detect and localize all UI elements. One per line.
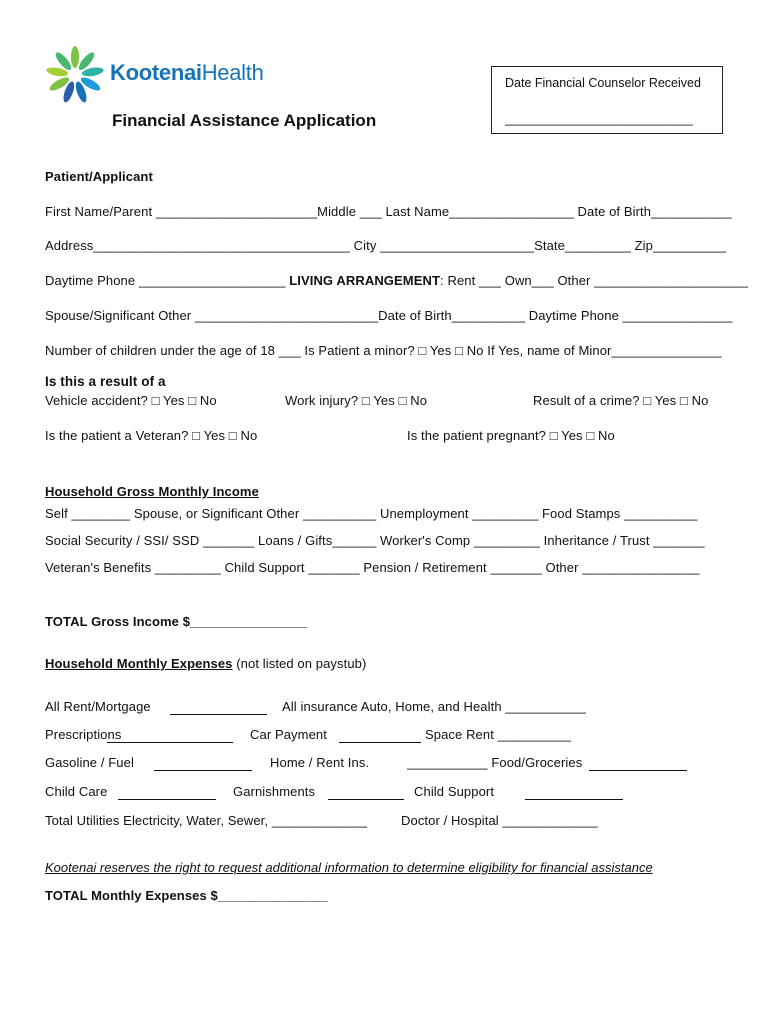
page-title: Financial Assistance Application [112,111,377,130]
income-line-1[interactable]: Self ________ Spouse, or Significant Other __________ Unemployment _________ Food Stamps __________ [45,506,698,521]
brand-name-bold: Kootenai [110,60,202,85]
kootenai-health-logo-icon [44,44,106,106]
total-gross-income[interactable]: TOTAL Gross Income $________________ [45,614,308,629]
child-care-label: Child Care [45,784,108,799]
insurance-field[interactable]: All insurance Auto, Home, and Health ___________ [282,699,587,714]
prescriptions-field[interactable] [107,742,233,743]
garnishments-label: Garnishments [233,784,316,799]
pregnant-question[interactable]: Is the patient pregnant? □ Yes □ No [407,428,615,443]
expenses-heading-note: (not listed on paystub) [232,656,367,671]
utilities-field[interactable]: Total Utilities Electricity, Water, Sewer, _____________ [45,813,368,828]
result-of-heading: Is this a result of a [45,374,166,389]
gasoline-label: Gasoline / Fuel [45,755,134,770]
child-support-field[interactable] [525,799,623,800]
spouse-line[interactable]: Spouse/Significant Other _________________________Date of Birth__________ Daytime Phone _______________ [45,308,733,323]
veteran-question[interactable]: Is the patient a Veteran? □ Yes □ No [45,428,258,443]
home-rent-ins-label: Home / Rent Ins. [270,755,370,770]
counselor-received-label: Date Financial Counselor Received [505,76,701,90]
crime-question[interactable]: Result of a crime? □ Yes □ No [533,393,709,408]
rent-mortgage-label: All Rent/Mortgage [45,699,151,714]
gasoline-field[interactable] [154,770,252,771]
car-payment-label: Car Payment [250,727,327,742]
total-monthly-expenses[interactable]: TOTAL Monthly Expenses $_______________ [45,888,328,903]
work-injury-question[interactable]: Work injury? □ Yes □ No [285,393,428,408]
income-heading: Household Gross Monthly Income [45,484,259,499]
counselor-received-field[interactable]: ___________________________ [505,112,693,126]
children-minor-line[interactable]: Number of children under the age of 18 ___ Is Patient a minor? □ Yes □ No If Yes, name of Minor_______________ [45,343,722,358]
brand-name [110,60,264,86]
patient-heading: Patient/Applicant [45,169,153,184]
income-line-2[interactable]: Social Security / SSI/ SSD _______ Loans / Gifts______ Worker's Comp _________ Inheritance / Trust _______ [45,533,705,548]
vehicle-accident-question[interactable]: Vehicle accident? □ Yes □ No [45,393,217,408]
child-care-field[interactable] [118,799,216,800]
income-line-3[interactable]: Veteran's Benefits _________ Child Support _______ Pension / Retirement _______ Other ________________ [45,560,700,575]
living-arrangement-label: LIVING ARRANGEMENT [289,273,441,288]
living-arrangement-options[interactable]: : Rent ___ Own___ Other _____________________ [440,273,749,288]
food-groceries-field[interactable] [589,770,687,771]
food-groceries-label[interactable]: ___________ Food/Groceries [407,755,583,770]
rent-mortgage-field[interactable] [170,714,267,715]
eligibility-note: Kootenai reserves the right to request additional information to determine eligibility for financial assistance [45,860,653,875]
expenses-heading: Household Monthly Expenses [45,656,233,671]
space-rent-field[interactable]: Space Rent __________ [425,727,571,742]
patient-phone-line[interactable] [45,273,748,288]
patient-address-line[interactable]: Address___________________________________ City _____________________State_________ Zip__________ [45,238,727,253]
car-payment-field[interactable] [339,742,421,743]
garnishments-field[interactable] [328,799,404,800]
child-support-label: Child Support [414,784,495,799]
daytime-phone-field[interactable]: Daytime Phone ____________________ [45,273,290,288]
prescriptions-label: Prescriptions [45,727,122,742]
brand-name-thin: Health [201,60,264,85]
doctor-hospital-field[interactable]: Doctor / Hospital _____________ [401,813,598,828]
patient-name-line[interactable]: First Name/Parent ______________________Middle ___ Last Name_________________ Date of Birth___________ [45,204,732,219]
expenses-heading-row [45,656,366,671]
